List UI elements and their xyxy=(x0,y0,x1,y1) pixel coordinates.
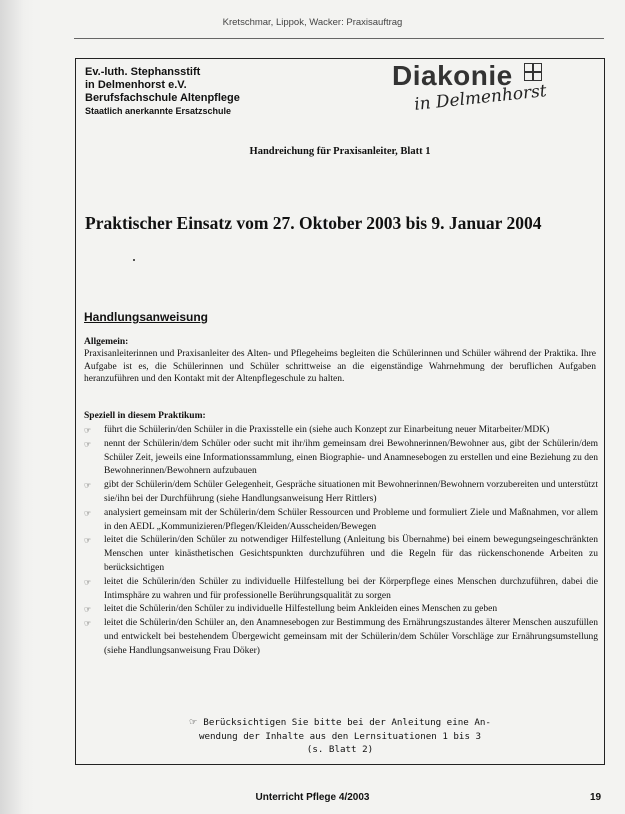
pointing-finger-icon: ☞ xyxy=(84,481,92,491)
pointing-finger-icon: ☞ xyxy=(84,426,92,435)
list-item xyxy=(84,438,598,479)
list-item xyxy=(84,479,598,507)
list-item xyxy=(84,534,598,575)
page-title: Praktischer Einsatz vom 27. Oktober 2003 bis 9. Januar 2004 xyxy=(85,213,542,233)
list-item-text: gibt der Schülerin/dem Schüler Gelegenheit, Gespräche situationen mit Bewohnerinnen/Bewohnern vorzubereiten und unterstützt sie/ihn bei der Durchführung (siehe Handlungsanweisung Herr Rittlers) xyxy=(104,480,598,504)
scan-shadow xyxy=(0,0,34,814)
list-item xyxy=(84,603,598,617)
task-list xyxy=(84,424,598,659)
scan-speck xyxy=(133,259,135,261)
note-line-1-wrap xyxy=(75,716,605,730)
list-item-text: leitet die Schülerin/den Schüler zu individuelle Hilfestellung bei der Körperpflege eines Menschen durchzuführen, dabei die Intimsphäre zu wahren und für professionelle Berührungsqualität zu sorgen xyxy=(104,576,598,601)
logo-wordmark: Diakonie xyxy=(392,60,513,91)
list-item xyxy=(84,424,598,438)
pointing-finger-icon: ☞ xyxy=(84,605,92,615)
list-item-text: analysiert gemeinsam mit der Schülerin/dem Schüler Ressourcen und Probleme und formuliert Ziele und Maßnahmen, vor allem in den AEDL „Kommunizieren/Pflegen/Kleiden/Ausscheiden/Bewegen xyxy=(104,507,598,532)
note-line-3: (s. Blatt 2) xyxy=(306,744,374,755)
list-item-text: leitet die Schülerin/den Schüler an, den Anamnesebogen zur Bestimmung des Ernährungszustandes älterer Menschen auszufüllen und entwickelt bei bestehendem Übergewicht gemeinsam mit der Schülerin/dem Schüler Vorschläge zur Ernährungsumstellung (siehe Handlungsanweisung Frau Döker) xyxy=(104,618,598,656)
list-item-text: leitet die Schülerin/den Schüler zu notwendiger Hilfestellung (Anleitung bis Übernahme) bei einem bewegungseingeschränkten Menschen unter kinästhetischen Gesichtspunkten durchzuführen und die Regeln für das rückenschonende Arbeiten zu berücksichtigen xyxy=(104,535,598,573)
list-item xyxy=(84,576,598,604)
diakonie-cross-icon xyxy=(524,63,542,81)
list-item-text: nennt der Schülerin/dem Schüler oder sucht mit ihr/ihm gemeinsam drei Bewohnerinnen/Bewohner aus, gibt der Schülerin/dem Schüler Zeit, jeweils eine Informationssammlung, einen Biographie- und Anamnesebogen zu erstellen und eine Beziehung zu den Bewohnerinnen/Bewohnern aufzubauen xyxy=(104,438,598,477)
speziell-heading: Speziell in diesem Praktikum: xyxy=(84,411,206,421)
pointing-finger-icon: ☞ xyxy=(84,508,92,518)
pointing-finger-icon: ☞ xyxy=(84,577,92,587)
allgemein-text: Praxisanleiterinnen und Praxisanleiter des Alten- und Pflegeheims begleiten die Schülerinnen und Schüler während der Praktika. Ihre Aufgabe ist es, die Schülerinnen und Schüler schrittweise an die eigenständige Wahrnehmung der beruflichen Aufgaben heranzuführen und den Kontakt mit der Altenpflegeschule zu halten. xyxy=(84,349,596,384)
header-rule xyxy=(74,38,604,39)
list-item-text: führt die Schülerin/den Schüler in die Praxisstelle ein (siehe auch Konzept zur Einarbeitung neuer Mitarbeiter/MDK) xyxy=(104,425,550,435)
org-line-1: Ev.-luth. Stephansstift xyxy=(85,66,201,78)
diakonie-logo xyxy=(392,60,552,122)
list-item-text: leitet die Schülerin/den Schüler zu individuelle Hilfestellung beim Ankleiden eines Menschen zu geben xyxy=(104,604,498,615)
org-line-3: Berufsfachschule Altenpflege xyxy=(85,92,240,104)
org-line-2: in Delmenhorst e.V. xyxy=(85,79,187,91)
pointing-finger-icon: ☞ xyxy=(84,439,92,449)
note-line-1: Berücksichtigen Sie bitte bei der Anleitung eine An- xyxy=(203,717,491,728)
pointing-hand-icon: ☞ xyxy=(189,717,198,728)
logo-script: in Delmenhorst xyxy=(413,81,548,115)
section-title: Handlungsanweisung xyxy=(84,310,209,324)
list-item xyxy=(84,507,598,535)
note-box xyxy=(75,716,605,757)
allgemein-heading: Allgemein: xyxy=(84,337,129,347)
pointing-finger-icon: ☞ xyxy=(84,536,92,546)
pointing-finger-icon: ☞ xyxy=(84,619,92,629)
organization-block xyxy=(85,66,240,118)
running-head: Kretschmar, Lippok, Wacker: Praxisauftrag xyxy=(222,17,403,28)
footer-publication: Unterricht Pflege 4/2003 xyxy=(255,792,370,803)
note-line-2: wendung der Inhalte aus den Lernsituationen 1 bis 3 xyxy=(198,730,482,742)
org-line-4: Staatlich anerkannte Ersatzschule xyxy=(85,106,232,116)
list-item xyxy=(84,617,598,658)
page-number: 19 xyxy=(590,792,602,803)
handout-title: Handreichung für Praxisanleiter, Blatt 1 xyxy=(249,146,431,157)
